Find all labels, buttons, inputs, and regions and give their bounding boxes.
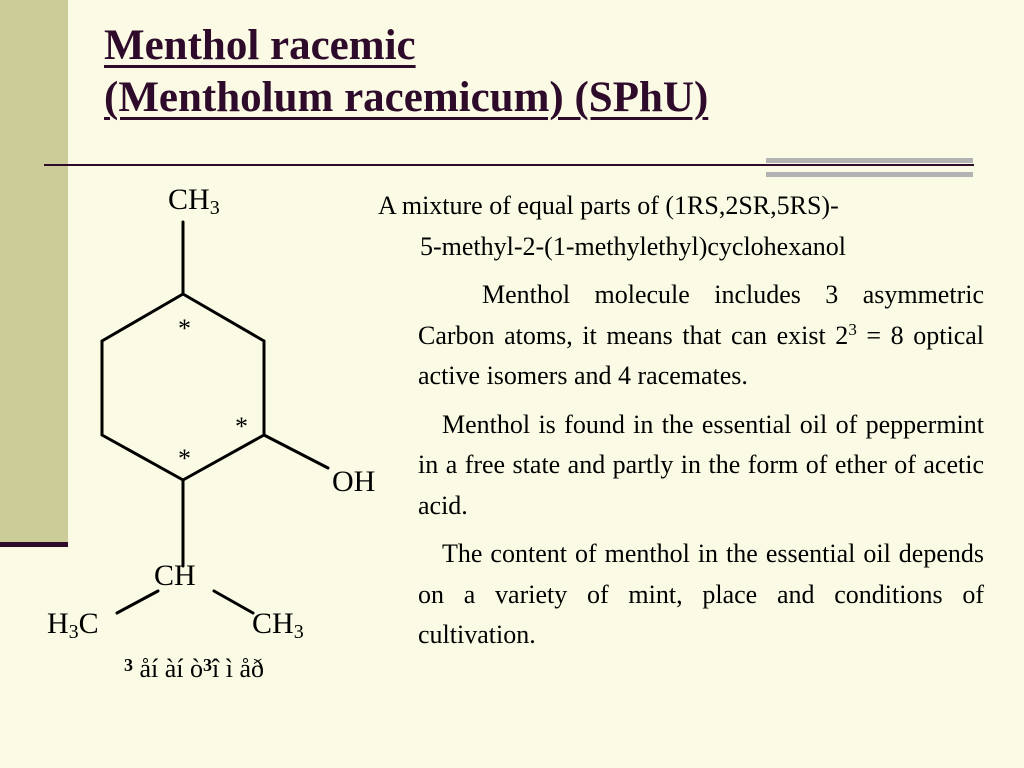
isopropyl-ch: CH [154,559,196,592]
methyl-group-top: $CH_3$ [168,183,220,219]
bond-ring-1 [183,294,264,341]
paragraph-occurrence: Menthol is found in the essential oil of peppermint in a free state and partly in the form of ether of acetic acid. [418,409,984,520]
bond-ring-3 [183,435,264,480]
hydroxyl-group: OH [332,465,376,498]
chiral-marker-2: * [235,412,248,441]
bond-ring-4 [102,435,183,480]
methyl-group-left: $H_3C$ [47,607,99,643]
structure-caption: $^3$ åí àí $ò^3î$ ì åð [124,654,265,683]
menthol-structure [0,0,400,768]
bond-hydroxyl [264,435,328,468]
decorative-bar-top [766,158,973,163]
paragraph-definition: A mixture of equal parts of (1RS,2SR,5RS)- 5-methyl-2-(1-methylethyl)cyclohexanol [378,191,846,261]
decorative-bar-bottom [766,172,973,177]
paragraph-isomers: Menthol molecule includes 3 asymmetric Carbon atoms, it means that can exist $2^3 = 8$ optical active isomers and 4 racemates. [418,280,984,390]
chiral-marker-3: * [178,444,191,473]
paragraph-content: The content of menthol in the essential oil depends on a variety of mint, place and conditions of cultivation. [418,539,984,649]
title-line-2: (Mentholum racemicum) (SPhU) [104,74,709,121]
chiral-marker-1: * [178,314,191,343]
bond-isopropyl-left [117,591,158,613]
bond-isopropyl-right [214,591,253,613]
description-text [378,186,984,656]
bond-ring-6 [102,294,183,341]
title-line-1: Menthol racemic [104,22,416,69]
methyl-group-right: $CH_3$ [252,607,304,643]
